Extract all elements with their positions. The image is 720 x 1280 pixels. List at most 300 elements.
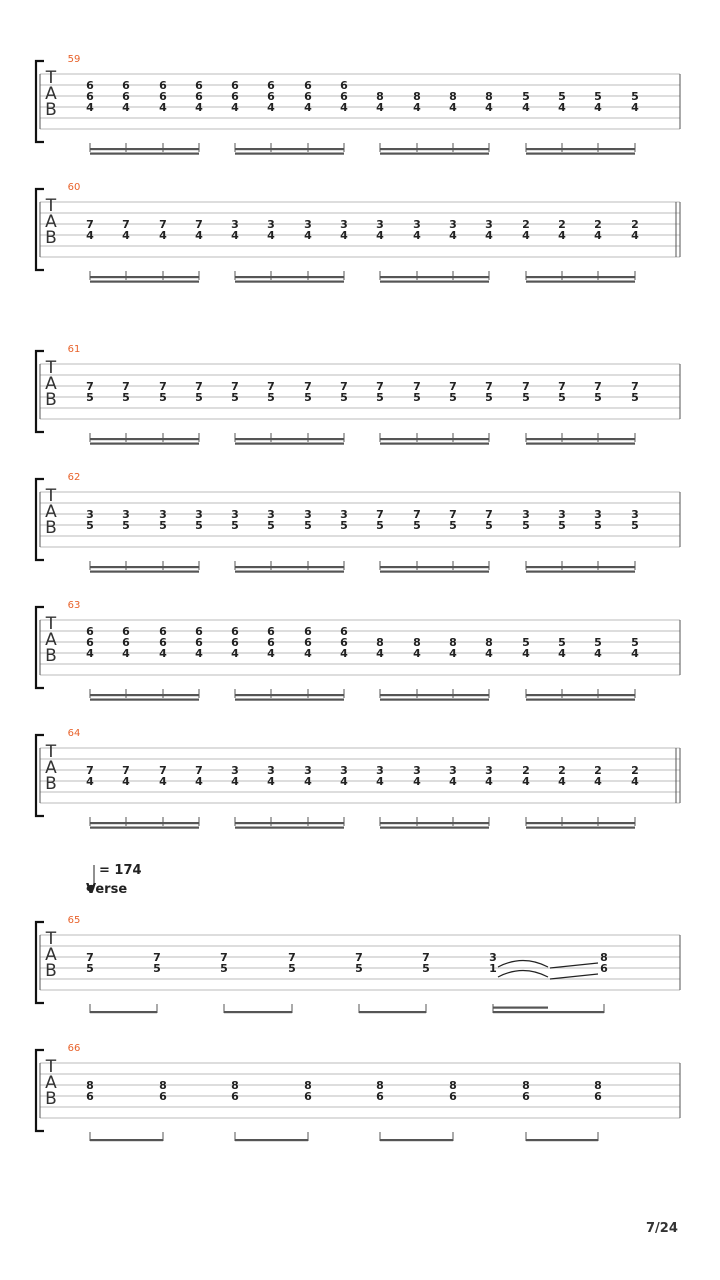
fret-number: 7 [122,380,130,393]
fret-number: 4 [340,775,348,788]
fret-number: 4 [631,775,639,788]
beam [380,571,489,573]
fret-number: 2 [522,218,530,231]
fret-number: 7 [195,380,203,393]
tab-clef-letter: B [45,100,57,120]
fret-number: 5 [86,391,94,404]
fret-number: 6 [159,1090,167,1103]
fret-number: 4 [449,229,457,242]
measure-61 [36,344,680,445]
fret-number: 8 [449,90,457,103]
fret-number: 3 [485,218,493,231]
fret-number: 3 [413,218,421,231]
fret-number: 7 [86,218,94,231]
fret-number: 5 [86,962,94,975]
fret-number: 6 [122,625,130,638]
beam [90,571,199,573]
tab-clef-letter: B [45,518,57,538]
fret-number: 6 [267,625,275,638]
bar-number: 59 [67,54,81,65]
fret-number: 4 [485,229,493,242]
fret-number: 5 [231,519,239,532]
fret-number: 7 [522,380,530,393]
fret-number: 6 [340,625,348,638]
fret-number: 5 [413,519,421,532]
beam [90,1011,157,1013]
fret-number: 6 [304,636,312,649]
fret-number: 4 [159,101,167,114]
fret-number: 6 [267,79,275,92]
fret-number: 6 [159,79,167,92]
beam [380,694,489,696]
fret-number: 4 [195,101,203,114]
fret-number: 2 [522,764,530,777]
beam [526,827,635,829]
fret-number: 4 [449,101,457,114]
fret-number: 6 [340,90,348,103]
fret-number: 5 [558,636,566,649]
fret-number: 8 [376,636,384,649]
bar-number: 61 [67,344,81,355]
beam [235,827,344,829]
page-number: 7/24 [646,1221,678,1236]
beam [235,276,344,278]
fret-number: 8 [376,90,384,103]
fret-number: 6 [231,1090,239,1103]
fret-number: 4 [304,775,312,788]
fret-number: 2 [594,218,602,231]
fret-number: 3 [340,764,348,777]
tie-arc [498,971,548,978]
fret-number: 4 [195,229,203,242]
fret-number: 8 [594,1079,602,1092]
fret-number: 5 [304,391,312,404]
fret-number: 5 [376,519,384,532]
fret-number: 3 [304,508,312,521]
fret-number: 6 [267,636,275,649]
fret-number: 4 [122,775,130,788]
beam [380,438,489,440]
fret-number: 7 [485,508,493,521]
fret-number: 4 [558,775,566,788]
fret-number: 4 [340,229,348,242]
fret-number: 3 [594,508,602,521]
fret-number: 4 [267,647,275,660]
fret-number: 4 [267,101,275,114]
fret-number: 5 [376,391,384,404]
beam [90,276,199,278]
fret-number: 5 [355,962,363,975]
beam [526,276,635,278]
fret-number: 6 [159,625,167,638]
fret-number: 4 [522,775,530,788]
beam [526,443,635,445]
tab-clef-letter: T [45,929,57,949]
beam [380,566,489,568]
fret-number: 4 [594,101,602,114]
fret-number: 2 [631,764,639,777]
beam [380,1139,453,1141]
fret-number: 6 [86,79,94,92]
fret-number: 5 [267,391,275,404]
fret-number: 5 [231,391,239,404]
fret-number: 3 [122,508,130,521]
fret-number: 4 [159,229,167,242]
beam [90,827,199,829]
fret-number: 4 [522,647,530,660]
fret-number: 3 [449,764,457,777]
fret-number: 4 [195,647,203,660]
fret-number: 4 [522,101,530,114]
fret-number: 4 [594,229,602,242]
beam [90,438,199,440]
fret-number: 5 [558,519,566,532]
fret-number: 8 [485,636,493,649]
fret-number: 4 [558,647,566,660]
fret-number: 7 [558,380,566,393]
fret-number: 6 [267,90,275,103]
tab-clef-letter: B [45,646,57,666]
bar-number: 63 [67,600,81,611]
tab-clef-letter: A [45,1073,57,1093]
fret-number: 3 [485,764,493,777]
tab-clef-letter: A [45,84,57,104]
fret-number: 6 [340,636,348,649]
measure-65 [36,915,680,1013]
fret-number: 4 [231,647,239,660]
fret-number: 5 [558,391,566,404]
fret-number: 5 [631,90,639,103]
fret-number: 3 [340,218,348,231]
fret-number: 6 [86,90,94,103]
fret-number: 6 [122,79,130,92]
fret-number: 5 [522,391,530,404]
fret-number: 5 [594,636,602,649]
measure-60 [36,182,680,283]
beam [380,153,489,155]
fret-number: 7 [413,380,421,393]
fret-number: 3 [449,218,457,231]
fret-number: 2 [594,764,602,777]
beam [526,1139,598,1141]
fret-number: 5 [159,519,167,532]
fret-number: 7 [449,380,457,393]
fret-number: 7 [159,218,167,231]
fret-number: 7 [304,380,312,393]
fret-number: 4 [86,101,94,114]
fret-number: 4 [304,229,312,242]
fret-number: 4 [558,229,566,242]
measure-59 [36,54,680,155]
fret-number: 4 [267,775,275,788]
fret-number: 5 [522,519,530,532]
tab-clef-letter: T [45,68,57,88]
fret-number: 5 [485,519,493,532]
tab-clef-letter: T [45,1057,57,1077]
fret-number: 3 [413,764,421,777]
fret-number: 2 [558,764,566,777]
fret-number: 4 [485,775,493,788]
fret-number: 8 [413,90,421,103]
fret-number: 7 [449,508,457,521]
beam [235,281,344,283]
fret-number: 4 [485,647,493,660]
fret-number: 5 [522,90,530,103]
fret-number: 6 [195,90,203,103]
tempo-marking: = 174 [99,863,142,878]
fret-number: 5 [631,519,639,532]
fret-number: 3 [86,508,94,521]
fret-number: 4 [631,101,639,114]
fret-number: 5 [340,391,348,404]
fret-number: 4 [195,775,203,788]
measure-66 [36,1043,680,1141]
fret-number: 6 [231,90,239,103]
slide-line [550,974,598,979]
measure-63 [36,600,680,701]
beam [90,699,199,701]
fret-number: 4 [267,229,275,242]
fret-number: 6 [195,79,203,92]
fret-number: 6 [304,90,312,103]
beam [90,443,199,445]
fret-number: 8 [485,90,493,103]
fret-number: 4 [631,229,639,242]
measure-64 [36,728,680,829]
fret-number: 7 [153,951,161,964]
tie-arc [498,961,548,968]
fret-number: 3 [267,508,275,521]
tab-clef-letter: B [45,774,57,794]
fret-number: 7 [355,951,363,964]
fret-number: 6 [594,1090,602,1103]
beam [526,699,635,701]
fret-number: 4 [485,101,493,114]
beam [90,822,199,824]
fret-number: 3 [522,508,530,521]
fret-number: 7 [86,951,94,964]
fret-number: 7 [195,218,203,231]
fret-number: 3 [231,508,239,521]
beam [380,148,489,150]
fret-number: 6 [340,79,348,92]
fret-number: 7 [86,764,94,777]
tab-clef-letter: T [45,196,57,216]
fret-number: 5 [220,962,228,975]
fret-number: 4 [159,775,167,788]
fret-number: 3 [489,951,497,964]
fret-number: 8 [231,1079,239,1092]
fret-number: 6 [122,90,130,103]
fret-number: 5 [340,519,348,532]
fret-number: 7 [422,951,430,964]
beam [235,822,344,824]
fret-number: 4 [86,775,94,788]
beam [493,1007,548,1009]
fret-number: 5 [195,519,203,532]
beam [380,822,489,824]
tab-clef-letter: T [45,486,57,506]
tab-clef-letter: A [45,630,57,650]
fret-number: 6 [195,625,203,638]
fret-number: 5 [304,519,312,532]
fret-number: 3 [304,218,312,231]
fret-number: 5 [413,391,421,404]
fret-number: 5 [449,391,457,404]
fret-number: 5 [122,519,130,532]
bar-number: 66 [67,1043,81,1054]
tab-clef-letter: B [45,228,57,248]
fret-number: 4 [340,101,348,114]
fret-number: 7 [122,764,130,777]
beam [380,699,489,701]
fret-number: 4 [159,647,167,660]
fret-number: 6 [449,1090,457,1103]
slide-line [550,963,598,968]
fret-number: 4 [304,101,312,114]
beam [526,566,635,568]
fret-number: 5 [594,519,602,532]
beam [526,281,635,283]
tab-clef-letter: A [45,758,57,778]
fret-number: 8 [159,1079,167,1092]
fret-number: 5 [267,519,275,532]
fret-number: 6 [304,625,312,638]
fret-number: 5 [288,962,296,975]
fret-number: 6 [159,636,167,649]
fret-number: 6 [122,636,130,649]
fret-number: 4 [631,647,639,660]
fret-number: 6 [231,625,239,638]
fret-number: 8 [449,636,457,649]
beam [235,571,344,573]
fret-number: 3 [231,764,239,777]
fret-number: 8 [86,1079,94,1092]
fret-number: 8 [376,1079,384,1092]
fret-number: 7 [159,380,167,393]
fret-number: 4 [86,229,94,242]
fret-number: 8 [449,1079,457,1092]
fret-number: 5 [86,519,94,532]
fret-number: 6 [231,636,239,649]
beam [235,148,344,150]
fret-number: 7 [122,218,130,231]
fret-number: 7 [631,380,639,393]
fret-number: 6 [86,636,94,649]
fret-number: 4 [86,647,94,660]
fret-number: 8 [600,951,608,964]
fret-number: 7 [485,380,493,393]
fret-number: 5 [449,519,457,532]
fret-number: 5 [594,90,602,103]
beam [235,699,344,701]
fret-number: 2 [631,218,639,231]
fret-number: 6 [376,1090,384,1103]
fret-number: 3 [231,218,239,231]
fret-number: 3 [376,764,384,777]
fret-number: 5 [122,391,130,404]
fret-number: 7 [159,764,167,777]
fret-number: 4 [122,101,130,114]
tab-clef-letter: A [45,212,57,232]
fret-number: 7 [413,508,421,521]
fret-number: 6 [600,962,608,975]
fret-number: 4 [449,647,457,660]
beam [526,148,635,150]
fret-number: 8 [522,1079,530,1092]
fret-number: 6 [195,636,203,649]
beam [493,1011,604,1013]
tab-clef-letter: T [45,614,57,634]
fret-number: 5 [153,962,161,975]
fret-number: 5 [159,391,167,404]
fret-number: 4 [594,647,602,660]
fret-number: 7 [376,508,384,521]
beam [90,566,199,568]
beam [380,443,489,445]
tab-clef-letter: B [45,1089,57,1109]
beam [359,1011,426,1013]
fret-number: 7 [86,380,94,393]
beam [526,438,635,440]
fret-number: 5 [422,962,430,975]
fret-number: 4 [231,101,239,114]
fret-number: 3 [340,508,348,521]
fret-number: 4 [522,229,530,242]
beam [90,148,199,150]
fret-number: 4 [594,775,602,788]
fret-number: 5 [631,636,639,649]
fret-number: 4 [231,775,239,788]
fret-number: 3 [304,764,312,777]
fret-number: 4 [304,647,312,660]
fret-number: 6 [304,79,312,92]
fret-number: 4 [122,647,130,660]
beam [235,443,344,445]
fret-number: 4 [122,229,130,242]
beam [526,571,635,573]
fret-number: 7 [340,380,348,393]
fret-number: 4 [231,229,239,242]
fret-number: 4 [449,775,457,788]
fret-number: 6 [522,1090,530,1103]
beam [235,566,344,568]
bar-number: 60 [67,182,81,193]
measure-62 [36,472,680,573]
fret-number: 8 [304,1079,312,1092]
fret-number: 3 [267,764,275,777]
beam [380,276,489,278]
fret-number: 6 [86,625,94,638]
tab-clef-letter: A [45,502,57,522]
fret-number: 4 [376,101,384,114]
fret-number: 5 [485,391,493,404]
beam [235,438,344,440]
bar-number: 64 [67,728,81,739]
fret-number: 8 [413,636,421,649]
fret-number: 5 [631,391,639,404]
fret-number: 7 [231,380,239,393]
fret-number: 3 [267,218,275,231]
fret-number: 3 [195,508,203,521]
beam [526,822,635,824]
beam [526,694,635,696]
fret-number: 3 [159,508,167,521]
tab-clef-letter: T [45,742,57,762]
fret-number: 6 [86,1090,94,1103]
fret-number: 4 [413,229,421,242]
beam [235,153,344,155]
